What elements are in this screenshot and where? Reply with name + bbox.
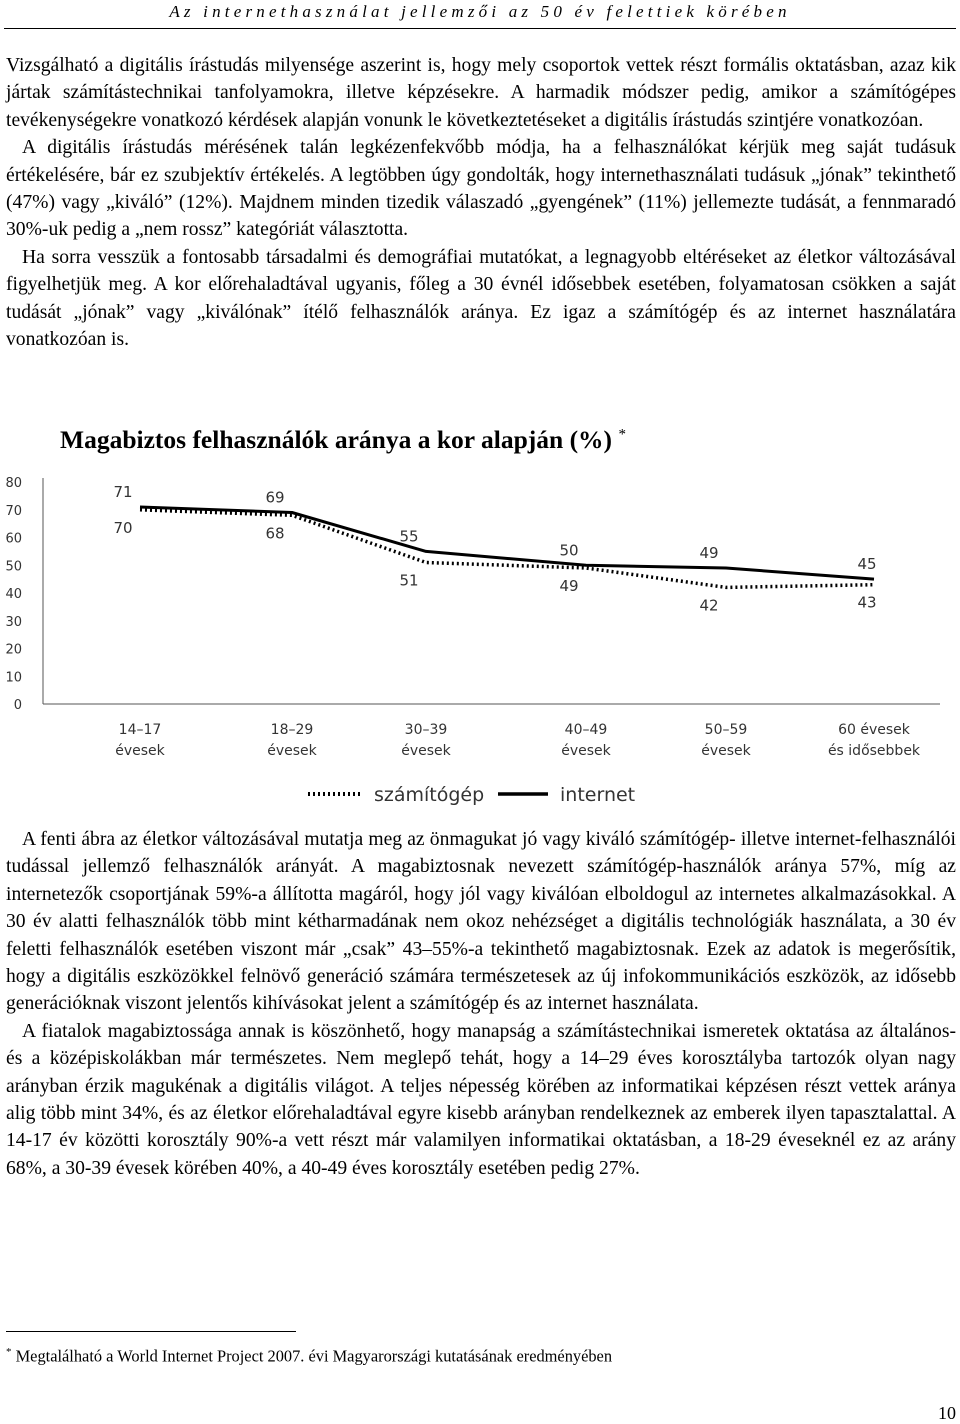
footnote-rule (6, 1331, 296, 1332)
data-label: 69 (265, 488, 285, 507)
paragraph: A digitális írástudás mérésének talán legkézenfekvőbb módja, ha a felhasználókat kérjük meg saját tudásuk értékelésére, bár ez szubjektív értékelés. A legtöbben úgy gondolták, hogy internethasználati tudásuk „jónak” tekinthető (47%) vagy „kiváló” (12%). Majdnem minden tizedik válaszadó „gyengének” (11%) jellemezte tudását, a fennmaradó 30%-uk pedig a „nem rossz” kategóriát választotta. (6, 137, 956, 241)
legend (308, 784, 635, 806)
y-tick-label: 50 (5, 559, 22, 575)
data-labels (113, 483, 876, 614)
x-category-label: 18–29 (270, 722, 314, 738)
y-axis (5, 476, 43, 713)
x-category-label: 40–49 (564, 722, 608, 738)
data-label: 49 (699, 544, 719, 563)
x-axis-categories (115, 722, 921, 759)
x-category-label: és idősebbek (827, 743, 921, 759)
figure-title-footnote-mark: * (618, 426, 626, 443)
data-label: 55 (399, 527, 419, 546)
figure-title (60, 425, 626, 455)
data-label: 45 (857, 555, 877, 574)
data-label: 71 (113, 482, 133, 501)
y-tick-label: 80 (5, 476, 22, 491)
x-category-label: évesek (115, 743, 165, 759)
paragraph: Ha sorra vesszük a fontosabb társadalmi és demográfiai mutatókat, a legnagyobb eltéréseket az életkor változásával figyelhetjük meg. A kor előrehaladtával ugyanis, főleg a 30 évnél idősebbek esetében, folyamatosan csökken a saját tudását „jónak” vagy „kiválónak” ítélő felhasználók aránya. Ez igaz a számítógép és az internet használatára vonatkozóan is. (6, 246, 956, 351)
header-rule (4, 28, 956, 29)
legend-label: számítógép (374, 784, 485, 806)
data-label: 51 (399, 571, 419, 590)
figure-title-text: Magabiztos felhasználók aránya a kor alapján (%) (60, 425, 613, 454)
x-category-label: évesek (561, 743, 611, 759)
data-label: 50 (559, 541, 579, 560)
page-number: 10 (938, 1403, 956, 1423)
y-tick-label: 60 (5, 531, 22, 547)
paragraph: A fiatalok magabiztossága annak is köszönhető, hogy manapság a számítástechnikai ismeretek oktatása az általános- és a középiskolákban már természetes. Nem meglepő tehát, hogy a 14–29 éves korosztályba tartozók olyan nagy arányban érzik magukénak a digitális világot. A teljes népesség körében az informatikai képzésen részt vettek aránya alig több mint 34%, és az életkor előrehaladtával egyre kisebb arányban rendelkeznek az emberek ilyen tapasztalattal. A 14-17 év közötti korosztály 90%-a vett részt már valamilyen informatikai oktatásban, a 18-29 éveseknél ez az arány 68%, a 30-39 évesek körében 40%, a 40-49 éves korosztály esetében pedig 27%. (6, 1020, 956, 1179)
x-category-label: 50–59 (704, 722, 748, 738)
legend-label: internet (560, 784, 636, 806)
y-tick-label: 40 (5, 587, 22, 602)
body-text-top (6, 52, 956, 353)
y-tick-label: 70 (5, 503, 22, 519)
paragraph: A fenti ábra az életkor változásával mutatja meg az önmagukat jó vagy kiváló számítógép- illetve internet-felhasználói tudással jellemző felhasználók arányát. A magabiztosnak nevezett számítógép-használók aránya 57%, míg az internetezők csoportjának 59%-a állította magáról, hogy jól vagy kiválóan elboldogul az internetes alkalmazásokkal. A 30 év alatti felhasználók több mint kétharmadának nem okoz nehézséget a digitális technológiák használata, a 30 év feletti felhasználók esetében viszont már „csak” 43–55%-a tekinthető magabiztosnak. Ezek az adatok is megerősítik, hogy a digitális eszközökkel felnövő generáció számára természetesek az új infokommunikációs eszközök, az idősebb generációknak viszont jelentős kihívásokat jelent a számítógép és az internet használata. (6, 829, 956, 1015)
data-label: 70 (113, 518, 133, 537)
x-category-label: 30–39 (404, 722, 448, 738)
data-label: 43 (857, 593, 877, 612)
data-label: 42 (699, 596, 719, 615)
x-category-label: évesek (401, 743, 451, 759)
series-lines (140, 507, 877, 590)
y-tick-label: 30 (5, 614, 22, 630)
body-text-bottom (6, 826, 956, 1182)
line-chart (0, 466, 960, 816)
footnote-mark: * (6, 1346, 12, 1358)
x-category-label: évesek (701, 743, 751, 759)
data-label: 49 (559, 577, 579, 596)
data-label: 68 (265, 524, 285, 543)
series-line-computer (140, 510, 877, 588)
paragraph: Vizsgálható a digitális írástudás milyensége aszerint is, hogy mely csoportok vettek részt formális oktatásban, azaz kik jártak számítástechnikai tanfolyamokra, illetve képzésekre. A harmadik módszer pedig, amikor a számítógépes tevékenységekre vonatkozó kérdések alapján vonunk le következtetéseket a digitális írástudás szintjére vonatkozóan. (6, 55, 956, 131)
series-line-internet (140, 507, 877, 579)
x-category-label: évesek (267, 743, 317, 759)
running-title: Az internethasználat jellemzői az 50 év felettiek körében (169, 2, 791, 21)
y-tick-label: 20 (5, 642, 22, 658)
x-category-label: 60 évesek (838, 722, 910, 738)
x-category-label: 14–17 (118, 722, 162, 738)
y-tick-label: 0 (13, 698, 22, 713)
footnote (6, 1346, 612, 1366)
footnote-text: Megtalálható a World Internet Project 2007. évi Magyarországi kutatásának eredményében (15, 1346, 613, 1366)
y-tick-label: 10 (5, 670, 22, 686)
